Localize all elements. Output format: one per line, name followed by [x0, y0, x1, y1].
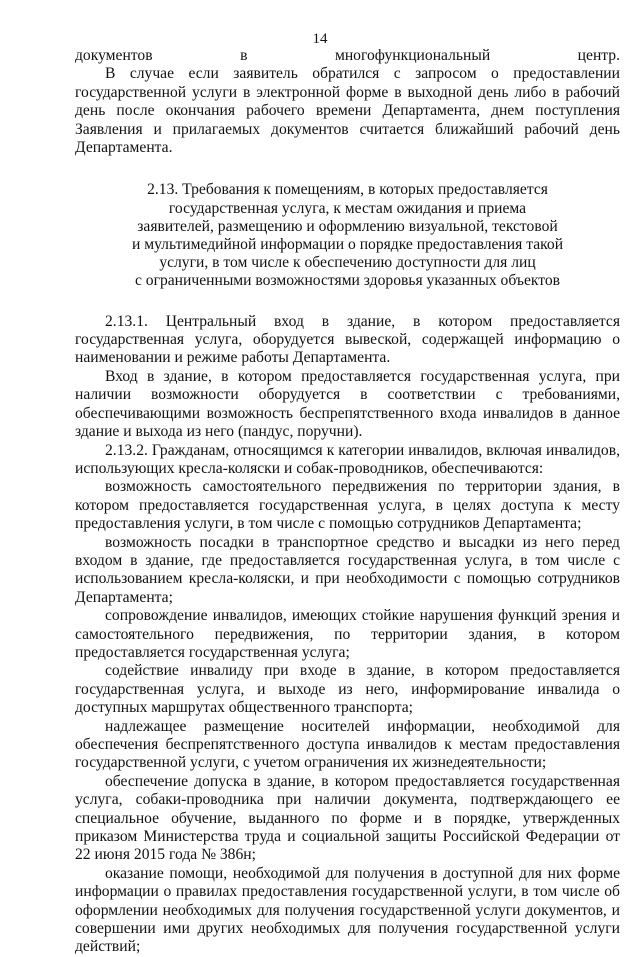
- heading-line: с ограниченными возможностями здоровья указанных объектов: [134, 272, 561, 290]
- paragraph: документов в многофункциональный центр.: [75, 47, 620, 64]
- paragraph: 2.13.1. Центральный вход в здание, в котором предоставляется государственная услуга, оборудуется вывеской, содержащей информацию о наименовании и режиме работы Департамента.: [75, 312, 620, 367]
- document-body: [75, 47, 620, 957]
- heading-line: услуги, в том числе к обеспечению доступности для лиц: [159, 254, 536, 272]
- paragraph: сопровождение инвалидов, имеющих стойкие нарушения функций зрения и самостоятельного передвижения, по территории здания, в котором предоставляется государственная услуга;: [75, 607, 620, 661]
- heading-line: государственная услуга, к местам ожидания и приема: [168, 199, 527, 217]
- paragraph: надлежащее размещение носителей информации, необходимой для обеспечения беспрепятственного доступа инвалидов к местам предоставления государственной услуги, с учетом ограничения их жизнедеятельности;: [75, 717, 620, 772]
- section-heading: [75, 181, 620, 290]
- paragraph: оказание помощи, необходимой для получения в доступной для них форме информации о правилах предоставления государственной услуги, в том числе об оформлении необходимых для получения государственной услуги документов, и совершении ими других необходимых для получения государственной услуги действий;: [75, 864, 620, 956]
- paragraph: 2.13.2. Гражданам, относящимся к категории инвалидов, включая инвалидов, использующих кресла-коляски и собак-проводников, обеспечиваются:: [75, 441, 620, 477]
- page-number: 14: [312, 31, 328, 47]
- paragraph: обеспечение допуска в здание, в котором предоставляется государственная услуга, собаки-проводника при наличии документа, подтверждающего ее специальное обучение, выданного по форме и в порядке, утвержденных приказом Министерства труда и социальной защиты Российской Федерации от 22 июня 2015 года № 386н;: [75, 772, 620, 864]
- heading-line: 2.13. Требования к помещениям, в которых предоставляется: [147, 181, 548, 199]
- heading-line: заявителей, размещению и оформлению визуальной, текстовой: [137, 217, 558, 235]
- paragraph: возможность посадки в транспортное средство и высадки из него перед входом в здание, где предоставляется государственная услуга, в том числе с использованием кресла-коляски, и при необходимости с помощью сотрудников Департамента;: [75, 533, 620, 606]
- paragraph: содействие инвалиду при входе в здание, в котором предоставляется государственная услуга, и выходе из него, информирование инвалида о доступных маршрутах общественного транспорта;: [75, 662, 620, 717]
- heading-line: и мультимедийной информации о порядке предоставления такой: [131, 236, 564, 254]
- paragraph: Вход в здание, в котором предоставляется государственная услуга, при наличии возможности оборудуется в соответствии с требованиями, обеспечивающими возможность беспрепятственного входа инвалидов в данное здание и выхода из него (пандус, поручни).: [75, 367, 620, 441]
- paragraph: возможность самостоятельного передвижения по территории здания, в котором предоставляется государственная услуга, в целях доступа к месту предоставления услуги, в том числе с помощью сотрудников Департамента;: [75, 478, 620, 533]
- paragraph: В случае если заявитель обратился с запросом о предоставлении государственной услуги в электронной форме в выходной день либо в рабочий день после окончания рабочего времени Департамента, днем поступления Заявления и прилагаемых документов считается ближайший рабочий день Департамента.: [75, 65, 620, 157]
